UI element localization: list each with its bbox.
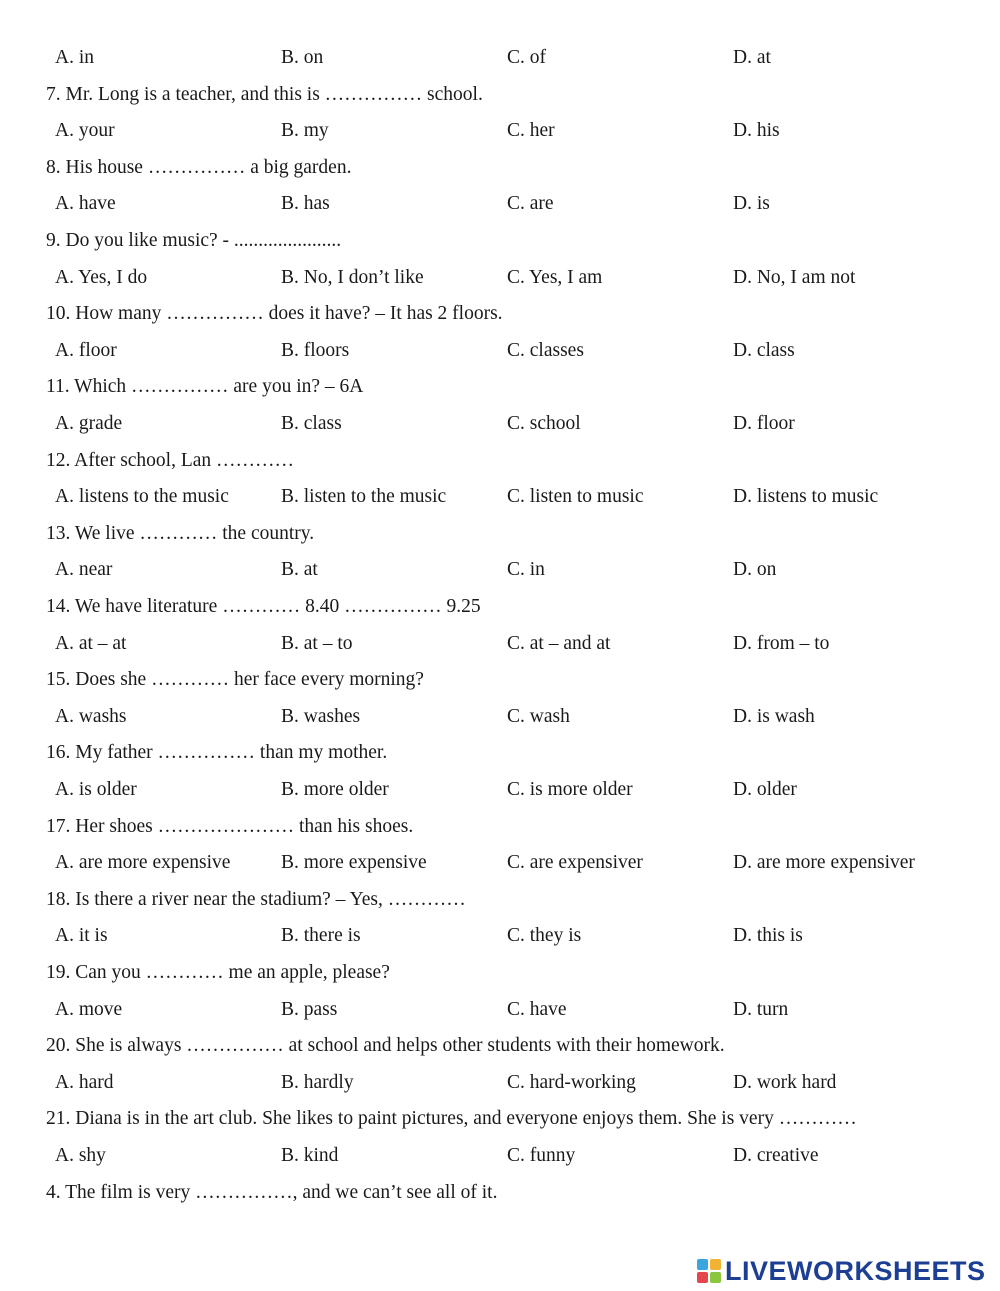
option-b[interactable]: B. has [281, 193, 330, 215]
logo-square-icon [710, 1259, 721, 1270]
option-d[interactable]: D. creative [733, 1145, 819, 1166]
option-b[interactable]: B. at – to [281, 632, 353, 654]
option-c[interactable]: C. in [507, 559, 545, 581]
question-text: 4. The film is very ……………, and we can’t see all of it. [46, 1181, 498, 1203]
option-b[interactable]: B. there is [281, 925, 361, 947]
option-d[interactable]: D. his [733, 120, 780, 142]
question-text: 7. Mr. Long is a teacher, and this is …………… school. [46, 83, 483, 105]
option-b[interactable]: B. washes [281, 705, 361, 727]
answer-options-row [0, 336, 1000, 366]
option-b[interactable]: B. kind [281, 1145, 339, 1166]
option-c[interactable]: C. classes [507, 339, 584, 361]
logo-square-icon [697, 1272, 708, 1283]
option-c[interactable]: C. at – and at [507, 632, 611, 654]
answer-options-row [0, 1068, 1000, 1098]
option-a[interactable]: A. floor [55, 339, 117, 361]
option-a[interactable]: A. your [55, 120, 115, 142]
option-a[interactable]: A. is older [55, 779, 137, 800]
option-d[interactable]: D. older [733, 779, 797, 800]
answer-options-row [0, 189, 1000, 219]
answer-options-row [0, 482, 1000, 512]
option-a[interactable]: A. at – at [55, 632, 127, 654]
option-a[interactable]: A. Yes, I do [55, 266, 148, 288]
option-c[interactable]: C. hard-working [507, 1071, 636, 1093]
question-text: 20. She is always …………… at school and helps other students with their homework. [46, 1035, 725, 1057]
option-c[interactable]: C. funny [507, 1145, 576, 1166]
option-d[interactable]: D. is wash [733, 705, 815, 727]
option-c[interactable]: C. her [507, 120, 555, 142]
option-d[interactable]: D. floor [733, 413, 795, 434]
option-c[interactable]: C. are [507, 193, 554, 215]
liveworksheets-logo-text: LIVEWORKSHEETS [725, 1256, 986, 1286]
question-text: 16. My father …………… than my mother. [46, 742, 388, 764]
question-text: 18. Is there a river near the stadium? – Yes, ………… [46, 888, 466, 910]
option-d[interactable]: D. work hard [733, 1071, 837, 1093]
option-b[interactable]: B. on [281, 47, 324, 68]
answer-options-row [0, 848, 1000, 878]
answer-options-row [0, 702, 1000, 732]
answer-options-row [0, 263, 1000, 293]
question-text: 15. Does she ………… her face every morning? [46, 669, 424, 691]
answer-options-row [0, 995, 1000, 1025]
option-a[interactable]: A. near [55, 559, 113, 581]
option-b[interactable]: B. at [281, 559, 318, 581]
option-b[interactable]: B. listen to the music [281, 486, 447, 508]
option-c[interactable]: C. listen to music [507, 486, 644, 508]
option-d[interactable]: D. this is [733, 925, 803, 947]
option-a[interactable]: A. it is [55, 925, 108, 947]
liveworksheets-logo [697, 1255, 986, 1287]
option-d[interactable]: D. turn [733, 998, 789, 1020]
option-b[interactable]: B. floors [281, 339, 350, 361]
option-a[interactable]: A. have [55, 193, 116, 215]
question-text: 19. Can you ………… me an apple, please? [46, 962, 390, 983]
answer-options-row [0, 921, 1000, 951]
question-text: 11. Which …………… are you in? – 6A [46, 376, 364, 398]
option-a[interactable]: A. grade [55, 413, 123, 434]
logo-square-icon [697, 1259, 708, 1270]
option-a[interactable]: A. shy [55, 1145, 106, 1166]
logo-square-icon [710, 1272, 721, 1283]
answer-options-row [0, 409, 1000, 439]
option-b[interactable]: B. class [281, 413, 342, 434]
question-text: 13. We live ………… the country. [46, 522, 315, 544]
option-c[interactable]: C. school [507, 413, 581, 434]
liveworksheets-logo-icon [697, 1259, 721, 1283]
answer-options-row [0, 116, 1000, 146]
option-a[interactable]: A. move [55, 998, 123, 1020]
question-text: 21. Diana is in the art club. She likes to paint pictures, and everyone enjoys them. She is very ………… [46, 1108, 857, 1130]
option-d[interactable]: D. are more expensiver [733, 852, 915, 874]
question-text: 12. After school, Lan ………… [46, 449, 295, 471]
option-d[interactable]: D. class [733, 339, 795, 361]
option-d[interactable]: D. is [733, 193, 770, 215]
option-c[interactable]: C. wash [507, 705, 570, 727]
question-text: 9. Do you like music? - ...................... [46, 230, 342, 251]
option-b[interactable]: B. my [281, 120, 329, 142]
option-d[interactable]: D. from – to [733, 632, 830, 654]
option-c[interactable]: C. is more older [507, 779, 633, 800]
option-a[interactable]: A. washs [55, 705, 127, 727]
option-b[interactable]: B. pass [281, 998, 338, 1020]
question-text: 10. How many …………… does it have? – It has 2 floors. [46, 303, 503, 325]
option-b[interactable]: B. No, I don’t like [281, 266, 424, 288]
option-c[interactable]: C. they is [507, 925, 582, 947]
answer-options-row [0, 629, 1000, 659]
option-a[interactable]: A. hard [55, 1071, 114, 1093]
option-c[interactable]: C. are expensiver [507, 852, 643, 874]
answer-options-row [0, 555, 1000, 585]
option-c[interactable]: C. have [507, 998, 567, 1020]
option-a[interactable]: A. listens to the music [55, 486, 229, 508]
option-a[interactable]: A. in [55, 47, 94, 68]
option-b[interactable]: B. more expensive [281, 852, 427, 874]
question-text: 17. Her shoes ………………… than his shoes. [46, 815, 414, 837]
option-d[interactable]: D. No, I am not [733, 266, 856, 288]
option-b[interactable]: B. hardly [281, 1071, 354, 1093]
answer-options-row [0, 43, 1000, 73]
question-text: 8. His house …………… a big garden. [46, 156, 352, 178]
option-c[interactable]: C. of [507, 47, 546, 68]
option-b[interactable]: B. more older [281, 779, 389, 800]
question-text: 14. We have literature ………… 8.40 …………… 9.25 [46, 596, 481, 617]
option-c[interactable]: C. Yes, I am [507, 266, 603, 288]
option-a[interactable]: A. are more expensive [55, 852, 231, 874]
option-d[interactable]: D. listens to music [733, 486, 879, 508]
answer-options-row [0, 1141, 1000, 1171]
option-d[interactable]: D. on [733, 559, 777, 581]
answer-options-row [0, 775, 1000, 805]
option-d[interactable]: D. at [733, 47, 771, 68]
